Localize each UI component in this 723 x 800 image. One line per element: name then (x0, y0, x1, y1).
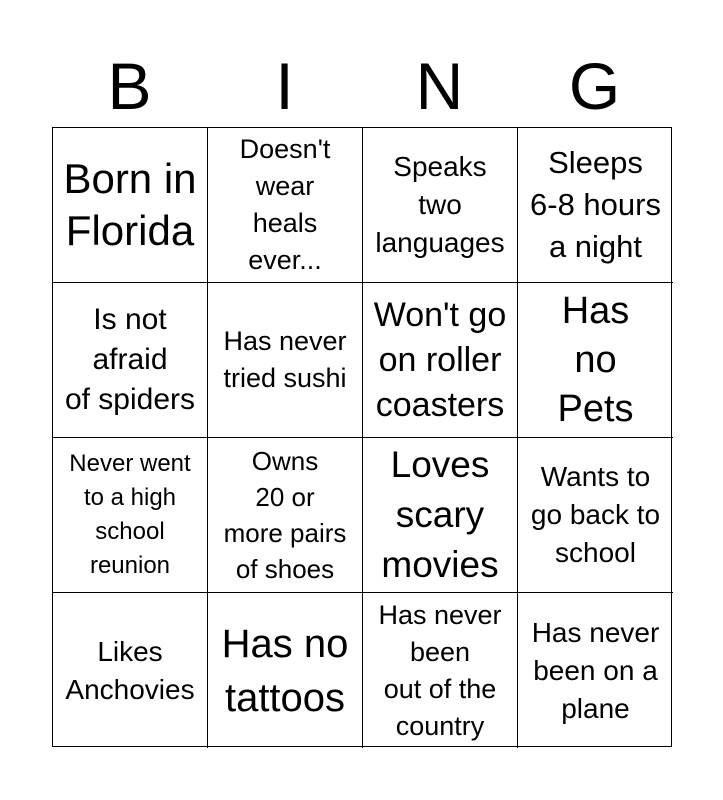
header-letter-g: G (568, 49, 621, 123)
cell-text: Doesn't wear heals ever... (239, 134, 331, 275)
cell-text: Wants to go back to school (530, 461, 661, 568)
bingo-board (52, 127, 672, 747)
bingo-cell[interactable] (208, 283, 363, 438)
header-letter-b: B (107, 49, 152, 123)
bingo-cell[interactable] (518, 438, 673, 593)
bingo-cell[interactable] (363, 438, 518, 593)
bingo-cell[interactable] (363, 593, 518, 748)
cell-text: Has never been on a plane (531, 616, 660, 724)
bingo-cell[interactable] (518, 283, 673, 438)
cell-text: Owns 20 or more pairs of shoes (223, 446, 347, 584)
bingo-cell[interactable] (518, 593, 673, 748)
cell-text: Has never been out of the country (378, 599, 502, 741)
bingo-cell[interactable] (518, 128, 673, 283)
cell-text: Is not afraid of spiders (64, 303, 196, 416)
cell-text: Born in Florida (63, 155, 197, 254)
cell-text: Won't go on roller coasters (373, 295, 507, 424)
bingo-cell[interactable] (208, 128, 363, 283)
cell-text: Has no tattoos (221, 621, 349, 720)
bingo-header (52, 50, 672, 122)
bingo-cell[interactable] (208, 438, 363, 593)
bingo-cell[interactable] (53, 128, 208, 283)
bingo-cell[interactable] (53, 593, 208, 748)
cell-text: Speaks two languages (375, 151, 505, 258)
cell-text: Loves scary movies (381, 444, 499, 585)
bingo-cell[interactable] (363, 283, 518, 438)
header-letter-n: N (415, 49, 464, 123)
bingo-cell[interactable] (208, 593, 363, 748)
bingo-cell[interactable] (363, 128, 518, 283)
cell-text: Has no Pets (557, 289, 634, 430)
bingo-cell[interactable] (53, 283, 208, 438)
cell-text: Never went to a high school reunion (69, 450, 191, 579)
header-letter-i: I (275, 49, 294, 123)
cell-text: Likes Anchovies (65, 635, 195, 705)
cell-text: Sleeps 6-8 hours a night (530, 145, 661, 264)
bingo-cell[interactable] (53, 438, 208, 593)
cell-text: Has never tried sushi (223, 326, 347, 393)
